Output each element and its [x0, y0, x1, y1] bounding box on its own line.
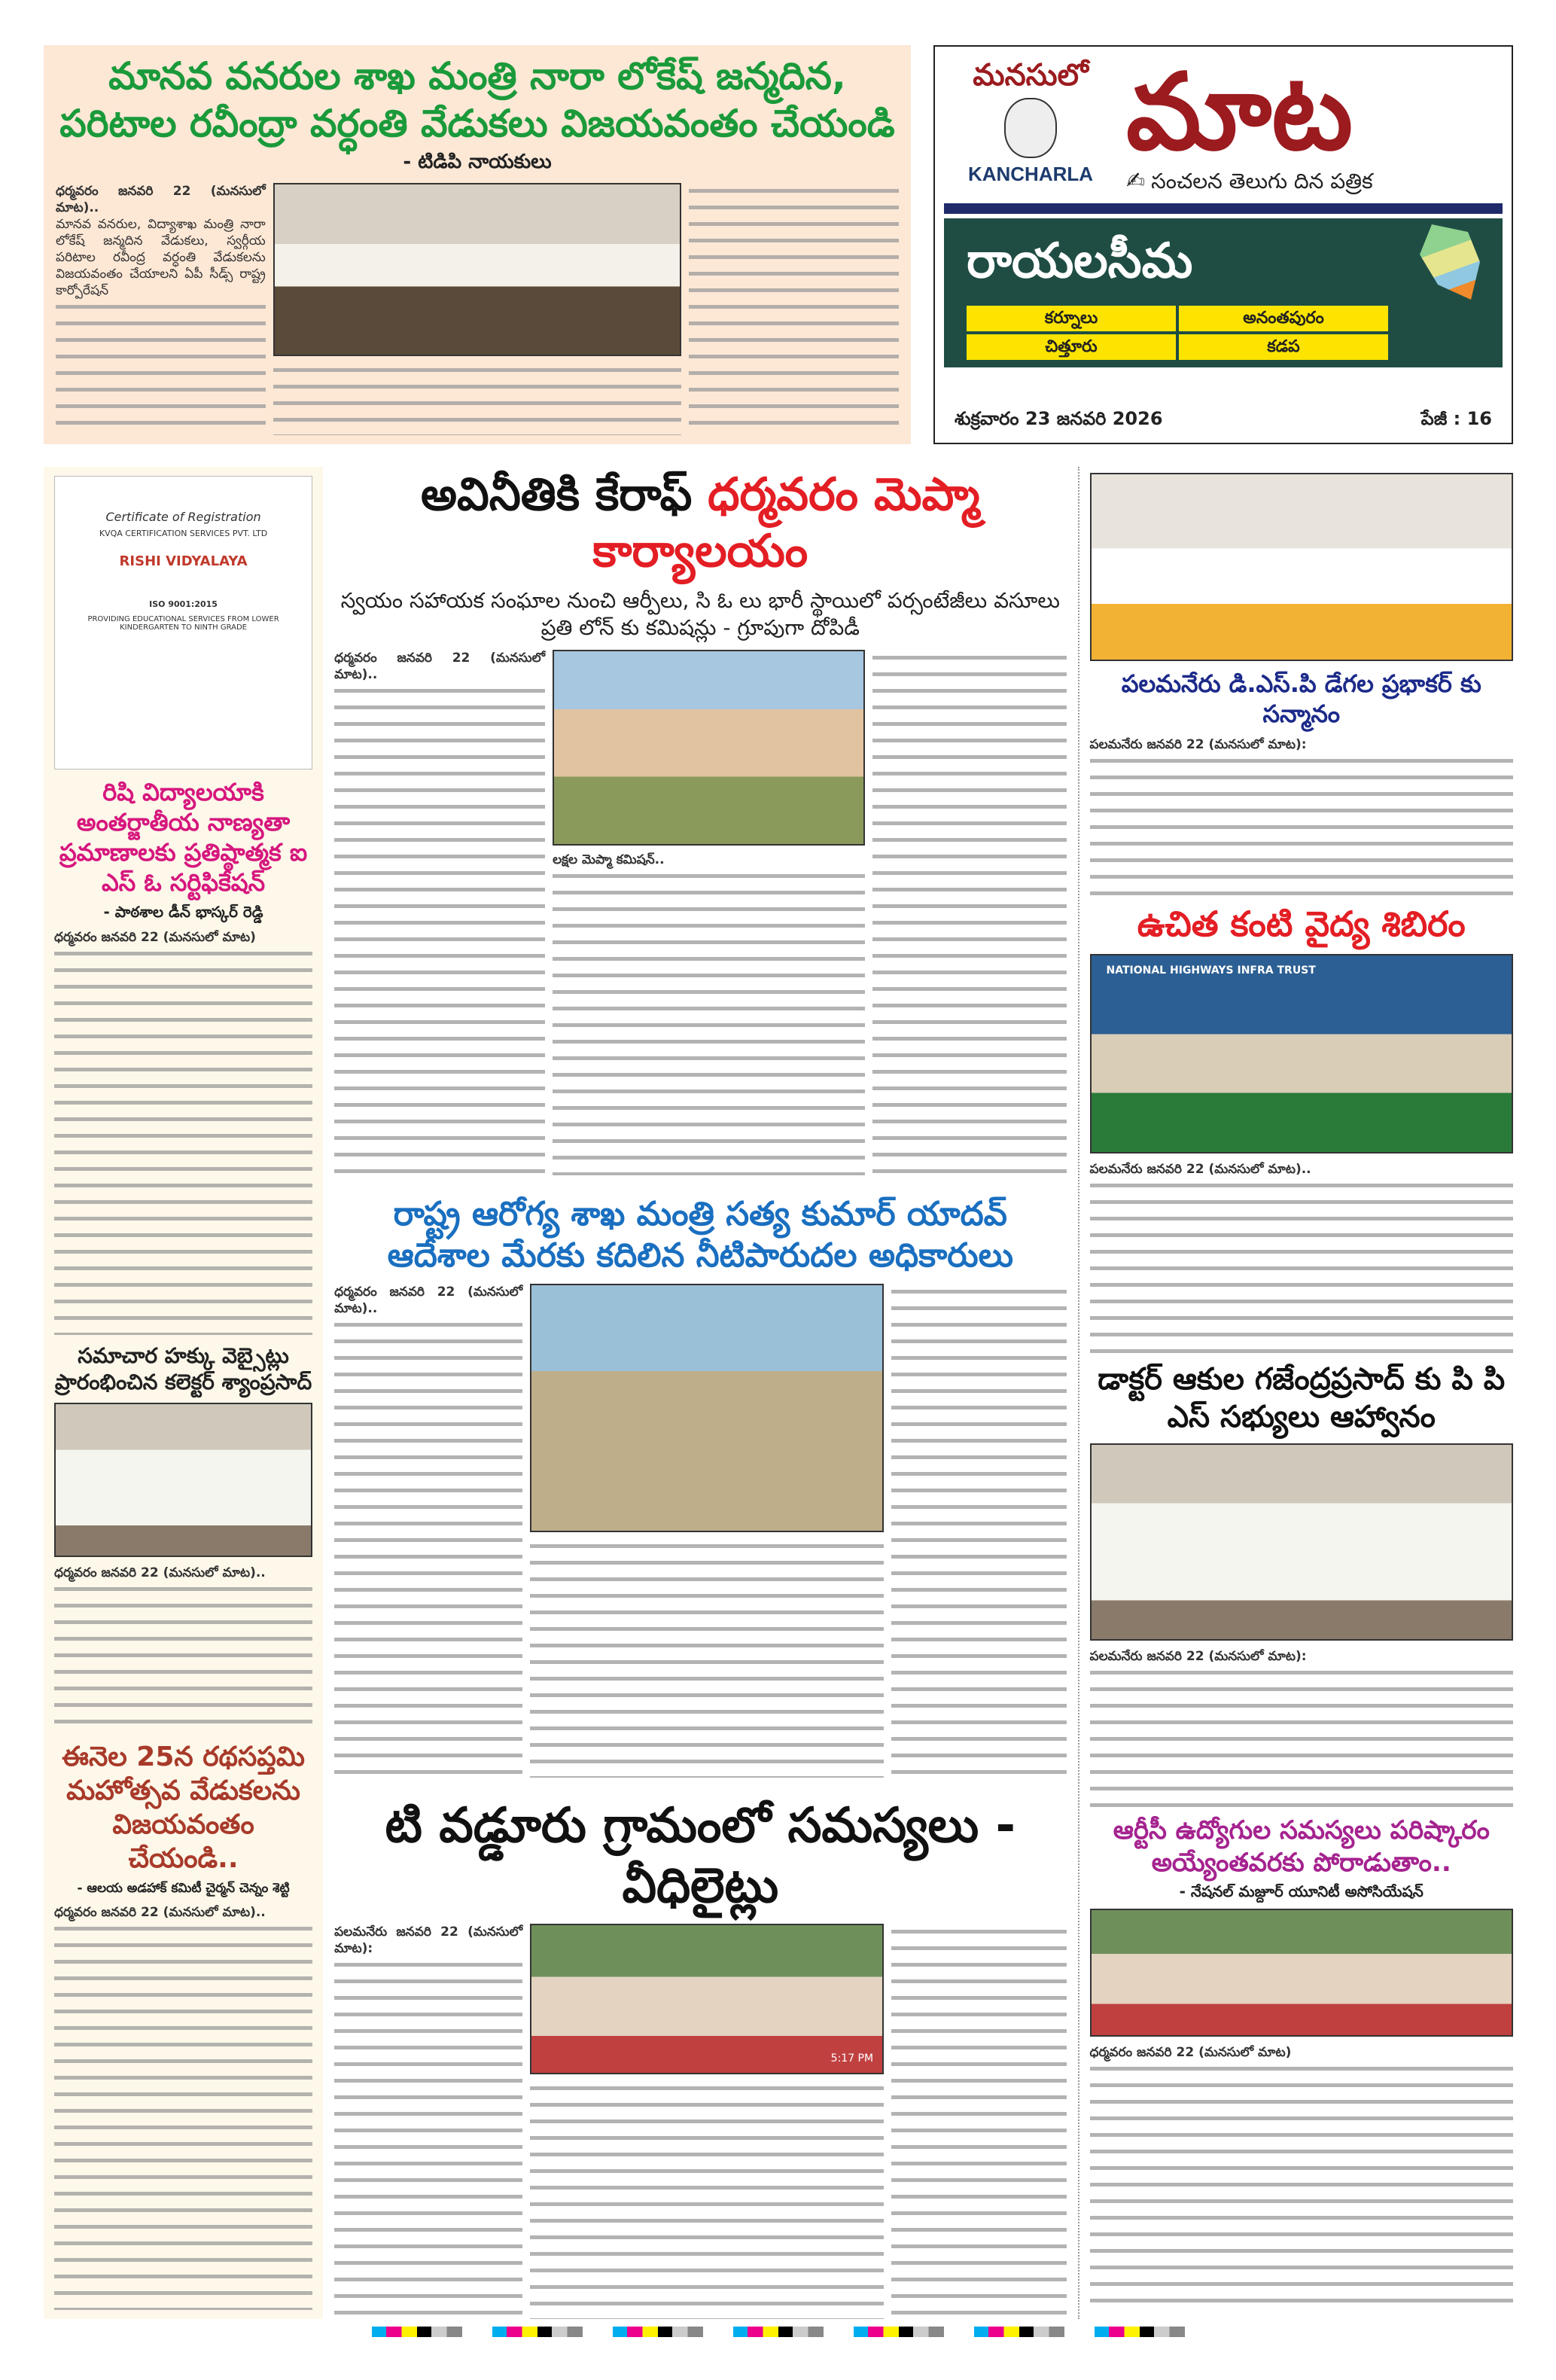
headline-line2: ఆదేశాల మేరకు కదిలిన నీటిపారుదల అధికారులు [387, 1236, 1013, 1275]
article-vaddur-village [334, 1796, 1066, 2319]
dateline: పలమనేరు జనవరి 22 (మనసులో మాట): [1089, 1648, 1307, 1664]
text-lines [54, 1921, 312, 2310]
article-body [1090, 1161, 1514, 1353]
region-banner [944, 218, 1503, 367]
iso-certificate-image [54, 476, 312, 769]
text-lines [1090, 753, 1514, 895]
photo-column [553, 650, 865, 1175]
photo-caption: లక్షల మెప్మా కమిషన్.. [553, 852, 665, 867]
headline-dsp: పలమనేరు డి.ఎస్.పి డేగల ప్రభాకర్ కు సన్మానం [1121, 669, 1481, 728]
registration-swatch [1095, 2327, 1185, 2337]
region-title-row [967, 224, 1480, 300]
photo-column [530, 1284, 884, 1777]
text-lines [54, 946, 312, 1335]
dateline: పలమనేరు జనవరి 22 (మనసులో మాట): [334, 1924, 523, 1956]
dateline: ధర్మవరం జనవరి 22 (మనసులో మాట) [54, 930, 256, 945]
text-lines [56, 299, 266, 435]
color-registration-bar [44, 2327, 1513, 2342]
byline: - టిడిపి నాయకులు [403, 151, 552, 173]
dateline: పలమనేరు జనవరి 22 (మనసులో మాట): [1089, 737, 1307, 752]
article-body-cont [891, 1284, 1066, 1777]
text-lines [334, 683, 545, 1175]
photo-column [530, 1924, 884, 2319]
tagline: సంచలన తెలుగు దిన పత్రిక [1151, 169, 1373, 194]
byline: - ఆలయ అడహాక్ కమిటీ చైర్మన్ చెన్నం శెట్టి [77, 1881, 290, 1897]
divider [944, 203, 1503, 214]
headline-black: అవినీతికి కేరాఫ్ [421, 468, 693, 521]
right-column [1078, 467, 1514, 2319]
top-row [44, 45, 1513, 444]
photo-tdp-meeting [273, 183, 682, 356]
article-body-cont [553, 868, 865, 1175]
article-mepma [334, 467, 1066, 1175]
article-body [334, 1284, 522, 1777]
district-grid [967, 306, 1388, 360]
registration-swatch [854, 2327, 944, 2337]
photo-canal-inspection [530, 1284, 884, 1532]
registration-swatch [613, 2327, 703, 2337]
registration-swatch [974, 2327, 1064, 2337]
left-column [44, 467, 323, 2319]
cert-name: RISHI VIDYALAYA [119, 553, 248, 569]
cert-title: Certificate of Registration [105, 510, 261, 524]
district-anantapur: అనంతపురం [1179, 306, 1388, 331]
region-title: రాయలసీమ [967, 233, 1193, 290]
headline [334, 467, 1066, 580]
dateline: ధర్మవరం జనవరి 22 (మనసులో మాట).. [334, 650, 546, 682]
photo-eye-camp [1090, 954, 1514, 1153]
dateline: ధర్మవరం జనవరి 22 (మనసులో మాట) [1089, 2045, 1292, 2061]
cert-scope: PROVIDING EDUCATIONAL SERVICES FROM LOWER KINDERGARTEN TO NINTH GRADE [87, 615, 279, 632]
article-columns [334, 1924, 1066, 2319]
headline: టి వడ్డూరు గ్రామంలో సమస్యలు - వీధిలైట్లు [385, 1797, 1016, 1914]
dateline: పలమనేరు జనవరి 22 (మనసులో మాట).. [1089, 1161, 1311, 1177]
main-row [44, 467, 1513, 2319]
photo-timestamp: 5:17 PM [830, 2052, 874, 2065]
center-column [334, 467, 1066, 2319]
article-body [54, 1904, 312, 2310]
brand-name: KANCHARLA [967, 163, 1094, 185]
photo-village-street [530, 1924, 884, 2074]
photo-collector [54, 1403, 312, 1557]
article-body [334, 650, 545, 1175]
text-lines [1090, 2061, 1514, 2313]
masthead-left [944, 57, 1117, 186]
article-body-cont [689, 183, 899, 435]
rayalaseema-map-icon [1420, 224, 1480, 300]
article-columns [334, 650, 1066, 1175]
date-row [944, 399, 1503, 434]
text-lines [54, 1581, 312, 1733]
photo-pps-members [1090, 1443, 1514, 1641]
photo-dsp-felicitation [1090, 473, 1514, 661]
byline: - నేషనల్ మజ్దూర్ యూనిటీ అసోసియేషన్ [1179, 1882, 1424, 1901]
registration-swatch [492, 2327, 583, 2337]
dateline: ధర్మవరం జనవరి 22 (మనసులో మాట).. [54, 1565, 266, 1580]
text-lines [1090, 1178, 1514, 1353]
headline-line2: పరిటాల రవీంద్రా వర్ధంతి వేడుకలు విజయవంతం చేయండి [59, 101, 895, 145]
pen-icon: ✍ [1126, 168, 1146, 194]
article-columns [56, 183, 899, 435]
article-body-cont [530, 2080, 884, 2319]
subheadline-2: ప్రతి లోన్ కు కమిషన్లు - గ్రూపుగా దోపిడీ [540, 615, 860, 641]
page-number: పేజీ : 16 [1420, 408, 1492, 429]
masthead-logo-row [944, 51, 1503, 194]
text-lines [334, 1957, 522, 2319]
article-irrigation [334, 1193, 1066, 1777]
headline: రాష్ట్ర ఆరోగ్య శాఖ మంత్రి సత్య కుమార్ యాదవ్ [393, 1195, 1007, 1234]
headline-red: ధర్మవరం మెప్మా కార్యాలయం [592, 468, 980, 577]
masthead-right [1126, 51, 1503, 194]
headline-rtc: ఆర్టీసీ ఉద్యోగుల సమస్యలు పరిష్కారం అయ్యేంతవరకు పోరాడుతాం.. [1113, 1815, 1490, 1878]
article-body [1090, 736, 1514, 895]
headline-rathasapthami: ఈనెల 25న రథసప్తమి మహోత్సవ వేడుకలను విజయవంతం చేయండి.. [62, 1742, 305, 1875]
headline: మానవ వనరుల శాఖ మంత్రి నారా లోకేష్ జన్మదిన, [108, 54, 846, 98]
masthead-prefix: మనసులో [973, 58, 1089, 93]
registration-swatch [733, 2327, 824, 2337]
headline-eye-camp: ఉచిత కంటి వైద్య శిబిరం [1137, 904, 1466, 945]
founder-portrait [1004, 98, 1057, 158]
lead-text: మానవ వనరుల, విద్యాశాఖ మంత్రి నారా లోకేష్ జన్మదిన వేడుకలు, స్వర్గీయ పరిటాల రవీంద్ర వర్ధంతి వేడుకలను విజయవంతం చేయాలని ఏపీ సీడ్స్ రాష్ట్ర కార్పోరేషన్ [56, 216, 266, 298]
article-body [56, 183, 266, 435]
article-body-cont [273, 362, 682, 435]
district-kurnool: కర్నూలు [967, 306, 1176, 331]
photo-rtc-union [1090, 1909, 1514, 2037]
subheadline: స్వయం సహాయక సంఘాల నుంచి ఆర్పీలు, సి ఓ లు భారీ స్థాయిలో పర్సంటేజీలు వసూలు [340, 588, 1060, 613]
article-body [54, 1565, 312, 1733]
article-body-cont [891, 1924, 1066, 2319]
article-columns [334, 1284, 1066, 1777]
article-body [54, 929, 312, 1335]
photo-mepma-office [553, 650, 865, 846]
masthead [933, 45, 1513, 444]
headline-rti: సమాచార హక్కు వెబ్సైట్లు ప్రారంభించిన కలెక్టర్ శ్యాంప్రసాద్ [54, 1342, 312, 1394]
dateline: ధర్మవరం జనవరి 22 (మనసులో మాట).. [54, 1905, 266, 1921]
article-body [1090, 1648, 1514, 1807]
headline-rishi: రిషి విద్యాలయాకి అంతర్జాతీయ నాణ్యతా ప్రమాణాలకు ప్రతిష్ఠాత్మక ఐ ఎస్ ఓ సర్టిఫికేషన్ [59, 778, 308, 897]
text-lines [1090, 1665, 1514, 1807]
masthead-title: మాట [1126, 51, 1354, 174]
photo-column [273, 183, 682, 435]
registration-swatch [372, 2327, 462, 2337]
byline: - పాఠశాల డీన్ భాస్కర్ రెడ్డి [103, 903, 263, 921]
banner-text: NATIONAL HIGHWAYS INFRA TRUST [1106, 964, 1316, 977]
article-body-cont [872, 650, 1066, 1175]
district-kadapa: కడప [1179, 334, 1388, 360]
cert-org: KVQA CERTIFICATION SERVICES PVT. LTD [99, 529, 268, 538]
cert-standard: ISO 9001:2015 [149, 599, 218, 609]
article-body-cont [530, 1538, 884, 1777]
headline-gajendra: డాక్టర్ ఆకుల గజేంద్రప్రసాద్ కు పి పి ఎస్ సభ్యులు ఆహ్వానం [1098, 1361, 1506, 1434]
article-lokesh-birthday [44, 45, 911, 444]
issue-date: శుక్రవారం 23 జనవరి 2026 [955, 408, 1163, 429]
text-lines [334, 1317, 522, 1777]
dateline: ధర్మవరం జనవరి 22 (మనసులో మాట).. [56, 183, 266, 215]
district-chittoor: చిత్తూరు [967, 334, 1176, 360]
article-body [334, 1924, 522, 2319]
dateline: ధర్మవరం జనవరి 22 (మనసులో మాట).. [334, 1284, 523, 1317]
article-body [1090, 2044, 1514, 2313]
tagline-row [1126, 168, 1503, 194]
